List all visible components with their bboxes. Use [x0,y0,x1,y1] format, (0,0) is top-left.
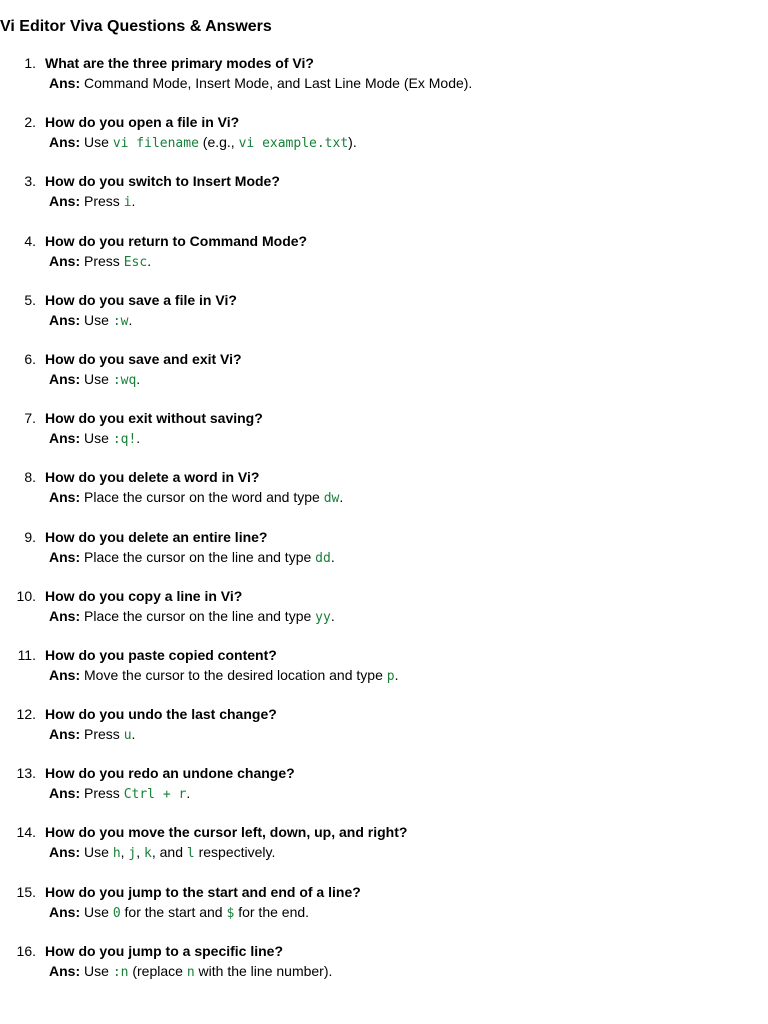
qa-item [0,823,768,882]
answer-fragment: Command Mode, Insert Mode, and Last Line Mode (Ex Mode). [84,75,473,91]
answer-fragment: , [120,844,129,861]
answer-fragment: . [147,252,152,269]
answer-text [49,429,140,449]
answer-label: Ans: [49,548,81,565]
question-number: 10. [16,587,36,604]
qa-item [0,705,768,764]
code-snippet: l [186,846,195,862]
answer-fragment: , and [151,844,187,861]
answer-text [49,784,190,804]
answer-fragment: Use [84,844,113,861]
answer-text [49,311,132,331]
question-number: 6. [24,350,36,367]
answer-fragment: . [136,370,141,387]
answer-fragment: (e.g., [198,134,239,151]
answer-fragment: . [128,311,133,328]
answer-text [49,133,357,153]
answer-fragment: respectively. [194,844,276,861]
code-snippet: j [128,846,137,862]
qa-item [0,54,768,113]
code-snippet: vi example.txt [238,136,349,152]
question-text: How do you paste copied content? [45,646,277,663]
code-snippet: :wq [112,372,137,388]
answer-label: Ans: [49,311,81,328]
question-number: 13. [16,765,36,782]
question-number: 8. [24,469,36,486]
answer-label: Ans: [49,75,81,91]
code-snippet: dw [323,491,340,507]
qa-item [0,291,768,350]
answer-label: Ans: [49,430,81,447]
answer-fragment: Use [84,370,113,387]
qa-item [0,883,768,942]
answer-fragment: . [136,430,141,447]
qa-item [0,232,768,291]
question-number: 1. [24,55,36,71]
answer-fragment: . [339,489,344,506]
code-snippet: $ [226,905,235,921]
answer-fragment: Place the cursor on the line and type [84,548,316,565]
code-snippet: i [123,195,132,211]
answer-fragment: Use [84,903,113,920]
answer-fragment: Use [84,962,113,979]
question-text: How do you delete an entire line? [45,528,268,545]
question-text: How do you switch to Insert Mode? [45,173,280,190]
question-number: 14. [16,824,36,841]
answer-fragment: . [131,726,136,743]
answer-text [49,192,135,212]
answer-label: Ans: [49,134,81,151]
question-number: 9. [24,528,36,545]
question-text: How do you undo the last change? [45,706,277,723]
question-text: How do you delete a word in Vi? [45,469,260,486]
answer-fragment: . [330,548,335,565]
question-number: 4. [24,232,36,249]
code-snippet: dd [315,550,331,566]
code-snippet: u [123,728,132,744]
answer-fragment: for the end. [234,903,310,920]
answer-fragment: ). [348,134,357,151]
answer-fragment: with the line number). [194,962,333,979]
code-snippet: Esc [123,254,148,270]
question-number: 3. [24,173,36,190]
question-text: What are the three primary modes of Vi? [45,55,314,71]
answer-fragment: , [136,844,145,861]
code-snippet: p [386,668,395,684]
answer-fragment: Use [84,311,113,328]
question-text: How do you jump to a specific line? [45,942,284,959]
answer-fragment: Press [84,193,124,210]
answer-text [49,548,335,568]
qa-item [0,942,768,1001]
answer-label: Ans: [49,844,81,861]
answer-label: Ans: [49,489,81,506]
question-text: How do you copy a line in Vi? [45,587,243,604]
answer-fragment: . [186,785,191,802]
answer-label: Ans: [49,962,81,979]
answer-label: Ans: [49,726,81,743]
question-text: How do you open a file in Vi? [45,114,240,131]
answer-label: Ans: [49,370,81,387]
code-snippet: n [186,964,195,980]
answer-label: Ans: [49,607,81,624]
answer-text [49,666,398,686]
question-number: 12. [16,706,36,723]
code-snippet: vi filename [112,136,199,152]
answer-fragment: Place the cursor on the line and type [84,607,316,624]
answer-label: Ans: [49,193,81,210]
answer-fragment: Use [84,430,113,447]
answer-text [49,252,151,272]
qa-item [0,528,768,587]
answer-text [49,607,335,627]
code-snippet: k [144,846,152,862]
code-snippet: Ctrl + r [123,787,187,803]
question-number: 2. [24,114,36,131]
question-text: How do you save and exit Vi? [45,350,242,367]
answer-label: Ans: [49,252,81,269]
qa-item [0,764,768,823]
code-snippet: :n [112,964,129,980]
answer-fragment: for the start and [120,903,227,920]
code-snippet: h [112,846,121,862]
answer-fragment: Move the cursor to the desired location and type [84,666,387,683]
answer-label: Ans: [49,785,81,802]
answer-fragment: Press [84,785,124,802]
answer-text [49,725,135,745]
question-number: 11. [17,646,36,663]
qa-item [0,350,768,409]
page-title: Vi Editor Viva Questions & Answers [0,18,272,35]
answer-fragment: Place the cursor on the word and type [84,489,324,506]
answer-fragment: . [131,193,136,210]
answer-text [49,488,343,508]
answer-label: Ans: [49,666,81,683]
code-snippet: yy [315,609,331,625]
answer-text [49,903,309,923]
question-text: How do you redo an undone change? [45,765,295,782]
qa-list [0,54,768,1001]
answer-text [49,370,140,390]
qa-item [0,113,768,172]
question-text: How do you return to Command Mode? [45,232,308,249]
question-number: 7. [24,410,36,427]
answer-fragment: . [330,607,335,624]
code-snippet: :q! [112,432,137,448]
question-text: How do you move the cursor left, down, up, and right? [45,824,408,841]
code-snippet: 0 [112,905,121,921]
answer-text [49,74,472,92]
answer-text [49,843,275,863]
question-text: How do you save a file in Vi? [45,291,237,308]
question-number: 15. [16,883,36,900]
qa-item [0,172,768,231]
qa-item [0,468,768,527]
answer-fragment: Press [84,252,124,269]
answer-label: Ans: [49,903,81,920]
question-text: How do you exit without saving? [45,410,263,427]
question-text: How do you jump to the start and end of a line? [45,883,361,900]
qa-item [0,409,768,468]
code-snippet: :w [112,313,129,329]
answer-text [49,962,332,982]
qa-item [0,646,768,705]
qa-item [0,587,768,646]
answer-fragment: Press [84,726,124,743]
question-number: 5. [24,291,36,308]
answer-fragment: (replace [128,962,187,979]
answer-fragment: . [394,666,399,683]
answer-fragment: Use [84,134,113,151]
question-number: 16. [16,942,36,959]
